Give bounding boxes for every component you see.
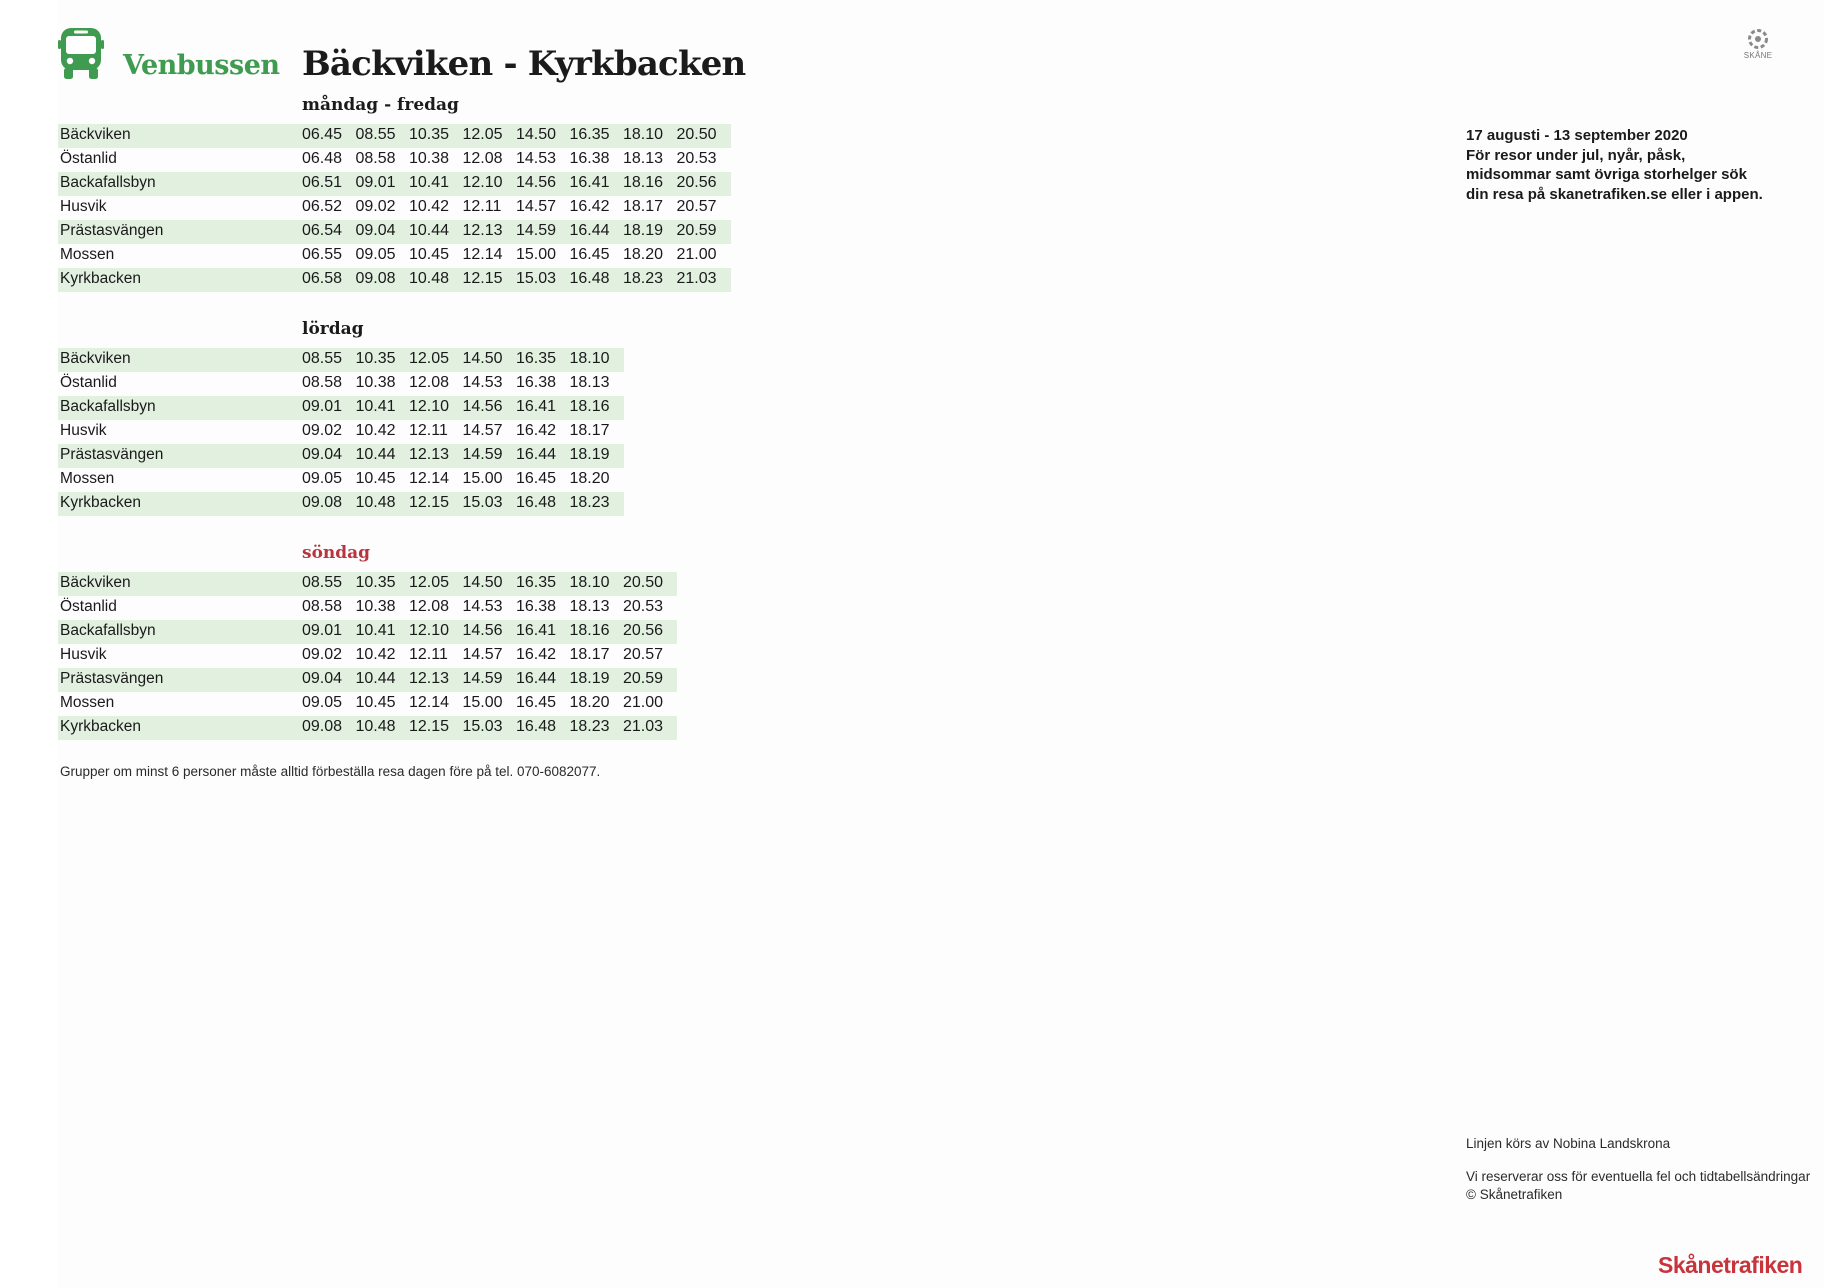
departure-time: 21.03 (623, 718, 664, 735)
departure-time: 20.56 (676, 174, 717, 191)
bus-icon (58, 28, 104, 80)
departure-time: 10.41 (355, 398, 396, 415)
departure-time: 15.03 (462, 494, 503, 511)
departure-time: 12.05 (462, 126, 503, 143)
table-row (58, 244, 731, 268)
departure-time: 18.10 (569, 350, 610, 367)
departure-time: 16.42 (569, 198, 610, 215)
departure-time: 12.10 (409, 398, 450, 415)
departure-time: 21.00 (623, 694, 664, 711)
table-row (58, 420, 624, 444)
stop-name: Prästasvängen (60, 670, 164, 687)
departure-time: 08.55 (355, 126, 396, 143)
departure-time: 15.03 (516, 270, 557, 287)
departure-time: 16.45 (516, 694, 557, 711)
table-row (58, 620, 677, 644)
departure-time: 14.53 (516, 150, 557, 167)
timetable-weekday (58, 124, 731, 292)
stop-name: Backafallsbyn (60, 398, 156, 415)
day-heading-sunday: söndag (302, 543, 371, 563)
departure-time: 08.55 (302, 574, 343, 591)
departure-time: 20.57 (623, 646, 664, 663)
table-row (58, 668, 677, 692)
departure-time: 10.44 (355, 446, 396, 463)
table-row (58, 468, 624, 492)
departure-time: 12.05 (409, 350, 450, 367)
departure-time: 21.00 (676, 246, 717, 263)
departure-time: 20.50 (623, 574, 664, 591)
departure-time: 06.54 (302, 222, 343, 239)
departure-time: 10.45 (355, 470, 396, 487)
departure-time: 10.35 (409, 126, 450, 143)
departure-time: 10.48 (355, 494, 396, 511)
departure-time: 12.14 (409, 470, 450, 487)
departure-time: 10.44 (409, 222, 450, 239)
departure-time: 18.10 (623, 126, 664, 143)
departure-time: 12.13 (462, 222, 503, 239)
departure-time: 08.55 (302, 350, 343, 367)
stop-name: Backafallsbyn (60, 622, 156, 639)
stop-name: Prästasvängen (60, 446, 164, 463)
table-row (58, 716, 677, 740)
departure-time: 12.13 (409, 446, 450, 463)
departure-time: 15.03 (462, 718, 503, 735)
holiday-note-line: din resa på skanetrafiken.se eller i appen. (1466, 185, 1763, 203)
stop-name: Östanlid (60, 150, 117, 167)
departure-time: 18.16 (569, 398, 610, 415)
departure-time: 10.38 (355, 598, 396, 615)
departure-time: 12.11 (462, 198, 502, 215)
departure-time: 20.50 (676, 126, 717, 143)
departure-time: 14.53 (462, 374, 503, 391)
departure-time: 16.48 (516, 494, 557, 511)
departure-time: 12.10 (409, 622, 450, 639)
stop-name: Kyrkbacken (60, 270, 141, 287)
stop-name: Bäckviken (60, 574, 131, 591)
table-row (58, 444, 624, 468)
departure-time: 12.10 (462, 174, 503, 191)
departure-time: 08.58 (355, 150, 396, 167)
table-row (58, 148, 731, 172)
departure-time: 16.48 (516, 718, 557, 735)
departure-time: 12.15 (409, 718, 450, 735)
departure-time: 12.15 (409, 494, 450, 511)
stop-name: Husvik (60, 198, 107, 215)
departure-time: 14.50 (516, 126, 557, 143)
departure-time: 18.16 (569, 622, 610, 639)
departure-time: 10.42 (355, 646, 396, 663)
timetable-sunday (58, 572, 677, 740)
departure-time: 16.38 (516, 374, 557, 391)
departure-time: 18.19 (623, 222, 664, 239)
departure-time: 18.13 (569, 598, 610, 615)
skane-logo-label: SKÅNE (1743, 51, 1773, 60)
departure-time: 12.11 (409, 422, 448, 439)
timetable-saturday (58, 348, 624, 516)
stop-name: Bäckviken (60, 350, 131, 367)
departure-time: 10.35 (355, 350, 396, 367)
day-heading-weekday: måndag - fredag (302, 95, 459, 115)
departure-time: 16.35 (516, 350, 557, 367)
departure-time: 09.05 (355, 246, 396, 263)
day-heading-saturday: lördag (302, 319, 364, 339)
table-row (58, 692, 677, 716)
departure-time: 18.17 (623, 198, 664, 215)
holiday-note-line: midsommar samt övriga storhelger sök (1466, 166, 1747, 183)
griffin-icon (1740, 28, 1776, 52)
stop-name: Bäckviken (60, 126, 131, 143)
departure-time: 18.20 (569, 470, 610, 487)
departure-time: 06.52 (302, 198, 343, 215)
table-row (58, 220, 731, 244)
departure-time: 16.42 (516, 646, 557, 663)
group-booking-note: Grupper om minst 6 personer måste alltid förbeställa resa dagen före på tel. 070-6082077. (60, 764, 601, 779)
departure-time: 18.16 (623, 174, 664, 191)
departure-time: 09.01 (302, 398, 343, 415)
departure-time: 18.19 (569, 670, 610, 687)
departure-time: 12.11 (409, 646, 448, 663)
departure-time: 06.58 (302, 270, 343, 287)
departure-time: 15.00 (516, 246, 557, 263)
departure-time: 09.02 (355, 198, 396, 215)
table-row (58, 196, 731, 220)
departure-time: 14.56 (462, 622, 503, 639)
departure-time: 09.05 (302, 470, 343, 487)
departure-time: 21.03 (676, 270, 717, 287)
departure-time: 06.55 (302, 246, 343, 263)
departure-time: 09.08 (302, 494, 343, 511)
departure-time: 10.48 (355, 718, 396, 735)
departure-time: 16.44 (516, 670, 557, 687)
disclaimer-text: Vi reserverar oss för eventuella fel och tidtabellsändringar (1466, 1169, 1811, 1184)
departure-time: 14.59 (462, 670, 503, 687)
departure-time: 16.48 (569, 270, 610, 287)
departure-time: 10.41 (409, 174, 450, 191)
departure-time: 09.08 (302, 718, 343, 735)
departure-time: 06.48 (302, 150, 343, 167)
departure-time: 20.53 (676, 150, 717, 167)
departure-time: 14.57 (462, 422, 503, 439)
departure-time: 12.15 (462, 270, 503, 287)
departure-time: 16.45 (569, 246, 610, 263)
departure-time: 08.58 (302, 374, 343, 391)
table-row (58, 372, 624, 396)
departure-time: 12.08 (409, 598, 450, 615)
stop-name: Mossen (60, 694, 115, 711)
departure-time: 16.38 (569, 150, 610, 167)
departure-time: 10.44 (355, 670, 396, 687)
departure-time: 10.45 (409, 246, 450, 263)
departure-time: 14.50 (462, 350, 503, 367)
departure-time: 18.23 (569, 718, 610, 735)
departure-time: 18.19 (569, 446, 610, 463)
table-row (58, 124, 731, 148)
departure-time: 10.48 (409, 270, 450, 287)
departure-time: 12.08 (462, 150, 503, 167)
departure-time: 18.23 (569, 494, 610, 511)
stop-name: Östanlid (60, 374, 117, 391)
departure-time: 15.00 (462, 694, 503, 711)
departure-time: 16.35 (516, 574, 557, 591)
stop-name: Mossen (60, 470, 115, 487)
departure-time: 18.23 (623, 270, 664, 287)
departure-time: 18.10 (569, 574, 610, 591)
departure-time: 18.13 (569, 374, 610, 391)
departure-time: 16.35 (569, 126, 610, 143)
brand-name: Venbussen (123, 50, 280, 81)
departure-time: 14.59 (462, 446, 503, 463)
departure-time: 09.04 (302, 446, 343, 463)
departure-time: 09.02 (302, 646, 343, 663)
stop-name: Husvik (60, 422, 107, 439)
departure-time: 14.56 (516, 174, 557, 191)
departure-time: 16.38 (516, 598, 557, 615)
departure-time: 16.42 (516, 422, 557, 439)
holiday-note-line: För resor under jul, nyår, påsk, (1466, 146, 1686, 164)
departure-time: 16.45 (516, 470, 557, 487)
table-row (58, 268, 731, 292)
departure-time: 18.17 (569, 646, 610, 663)
departure-time: 09.02 (302, 422, 343, 439)
departure-time: 10.42 (355, 422, 396, 439)
departure-time: 16.41 (516, 622, 557, 639)
departure-time: 16.44 (516, 446, 557, 463)
skane-region-logo (1740, 28, 1776, 64)
departure-time: 20.57 (676, 198, 717, 215)
departure-time: 12.14 (409, 694, 450, 711)
departure-time: 09.04 (302, 670, 343, 687)
departure-time: 06.45 (302, 126, 343, 143)
departure-time: 10.41 (355, 622, 396, 639)
table-row (58, 348, 624, 372)
departure-time: 18.20 (569, 694, 610, 711)
departure-time: 16.41 (569, 174, 610, 191)
table-row (58, 644, 677, 668)
departure-time: 10.38 (355, 374, 396, 391)
departure-time: 16.44 (569, 222, 610, 239)
departure-time: 14.59 (516, 222, 557, 239)
departure-time: 12.08 (409, 374, 450, 391)
departure-time: 12.14 (462, 246, 503, 263)
departure-time: 20.53 (623, 598, 664, 615)
table-row (58, 396, 624, 420)
departure-time: 09.01 (355, 174, 396, 191)
disclaimer (1466, 1168, 1810, 1204)
departure-time: 16.41 (516, 398, 557, 415)
skanetrafiken-logo: Skånetrafiken (1658, 1252, 1803, 1278)
operator-note: Linjen körs av Nobina Landskrona (1466, 1136, 1671, 1151)
departure-time: 09.01 (302, 622, 343, 639)
departure-time: 14.57 (516, 198, 557, 215)
departure-time: 12.05 (409, 574, 450, 591)
departure-time: 09.04 (355, 222, 396, 239)
table-row (58, 572, 677, 596)
table-row (58, 172, 731, 196)
stop-name: Kyrkbacken (60, 494, 141, 511)
validity-info (1466, 126, 1796, 204)
departure-time: 08.58 (302, 598, 343, 615)
departure-time: 14.57 (462, 646, 503, 663)
departure-time: 06.51 (302, 174, 343, 191)
stop-name: Kyrkbacken (60, 718, 141, 735)
departure-time: 09.05 (302, 694, 343, 711)
departure-time: 20.56 (623, 622, 664, 639)
stop-name: Östanlid (60, 598, 117, 615)
departure-time: 14.53 (462, 598, 503, 615)
departure-time: 18.20 (623, 246, 664, 263)
stop-name: Prästasvängen (60, 222, 164, 239)
table-row (58, 596, 677, 620)
stop-name: Mossen (60, 246, 115, 263)
departure-time: 10.35 (355, 574, 396, 591)
stop-name: Husvik (60, 646, 107, 663)
departure-time: 12.13 (409, 670, 450, 687)
departure-time: 10.45 (355, 694, 396, 711)
departure-time: 18.17 (569, 422, 610, 439)
departure-time: 14.50 (462, 574, 503, 591)
stop-name: Backafallsbyn (60, 174, 156, 191)
departure-time: 20.59 (676, 222, 717, 239)
departure-time: 14.56 (462, 398, 503, 415)
route-title: Bäckviken - Kyrkbacken (302, 44, 746, 84)
departure-time: 10.42 (409, 198, 450, 215)
copyright: © Skånetrafiken (1466, 1187, 1563, 1202)
table-row (58, 492, 624, 516)
departure-time: 09.08 (355, 270, 396, 287)
validity-period: 17 augusti - 13 september 2020 (1466, 127, 1688, 144)
departure-time: 18.13 (623, 150, 664, 167)
departure-time: 10.38 (409, 150, 450, 167)
departure-time: 20.59 (623, 670, 664, 687)
departure-time: 15.00 (462, 470, 503, 487)
